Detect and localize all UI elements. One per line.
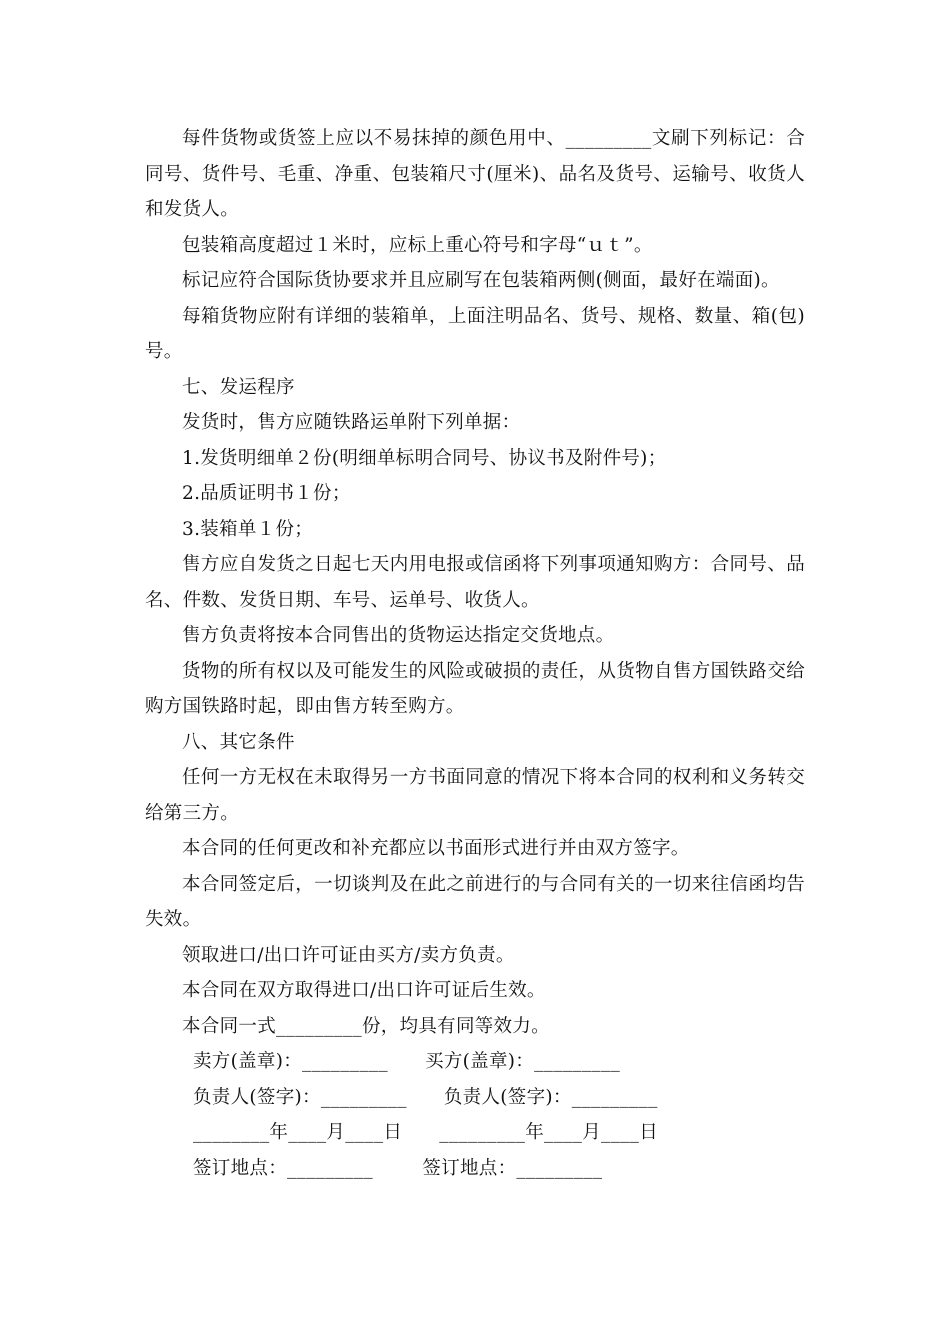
contract-body	[145, 121, 805, 1186]
paragraph-packing-list: 每箱货物应附有详细的装箱单，上面注明品名、货号、规格、数量、箱(包)号。	[145, 305, 805, 362]
list-item-packing-list: 3.装箱单１份；	[182, 518, 314, 540]
paragraph-shipping-docs: 发货时，售方应随铁路运单附下列单据：	[182, 412, 521, 433]
list-item-quality-cert: 2.品质证明书１份；	[182, 483, 351, 504]
section-heading-shipping: 七、发运程序	[182, 376, 295, 398]
signature-seal-line: 卖方(盖章)：_________ 买方(盖章)：_________	[193, 1051, 621, 1072]
list-item-invoice: 1.发货明细单２份(明细单标明合同号、协议书及附件号)；	[182, 447, 667, 469]
signature-place-line: 签订地点：_________ 签订地点：_________	[193, 1157, 603, 1179]
paragraph-entire-agreement: 本合同签定后，一切谈判及在此之前进行的与合同有关的一切来往信函均告失效。	[145, 873, 805, 930]
paragraph-effectiveness: 本合同在双方取得进口/出口许可证后生效。	[182, 980, 546, 1001]
paragraph-marking: 每件货物或货签上应以不易抹掉的颜色用中、_________文刷下列标记：合同号、货件号、毛重、净重、包装箱尺寸(厘米)、品名及货号、运输号、收货人和发货人。	[145, 128, 805, 220]
signature-date-line: ________年____月____日 _________年____月____日	[193, 1122, 659, 1143]
paragraph-amendments: 本合同的任何更改和补充都应以书面形式进行并由双方签字。	[182, 838, 690, 859]
paragraph-copies: 本合同一式_________份，均具有同等效力。	[182, 1015, 550, 1037]
section-heading-other-terms: 八、其它条件	[182, 731, 295, 753]
signature-person-line: 负责人(签字)：_________ 负责人(签字)：_________	[193, 1086, 658, 1108]
paragraph-assignment: 任何一方无权在未取得另一方书面同意的情况下将本合同的权利和义务转交给第三方。	[145, 767, 805, 824]
paragraph-delivery: 售方负责将按本合同售出的货物运达指定交货地点。	[182, 625, 615, 646]
paragraph-license-responsibility: 领取进口/出口许可证由买方/卖方负责。	[182, 944, 515, 966]
paragraph-ownership-risk: 货物的所有权以及可能发生的风险或破损的责任，从货物自售方国铁路交给购方国铁路时起，即由售方转至购方。	[145, 660, 805, 717]
paragraph-center-of-gravity: 包装箱高度超过１米时，应标上重心符号和字母“ｕｔ”。	[182, 234, 653, 256]
paragraph-marking-standard: 标记应符合国际货协要求并且应刷写在包装箱两侧(侧面，最好在端面)。	[182, 270, 780, 291]
paragraph-notification: 售方应自发货之日起七天内用电报或信函将下列事项通知购方：合同号、品名、件数、发货日期、车号、运单号、收货人。	[145, 554, 805, 611]
